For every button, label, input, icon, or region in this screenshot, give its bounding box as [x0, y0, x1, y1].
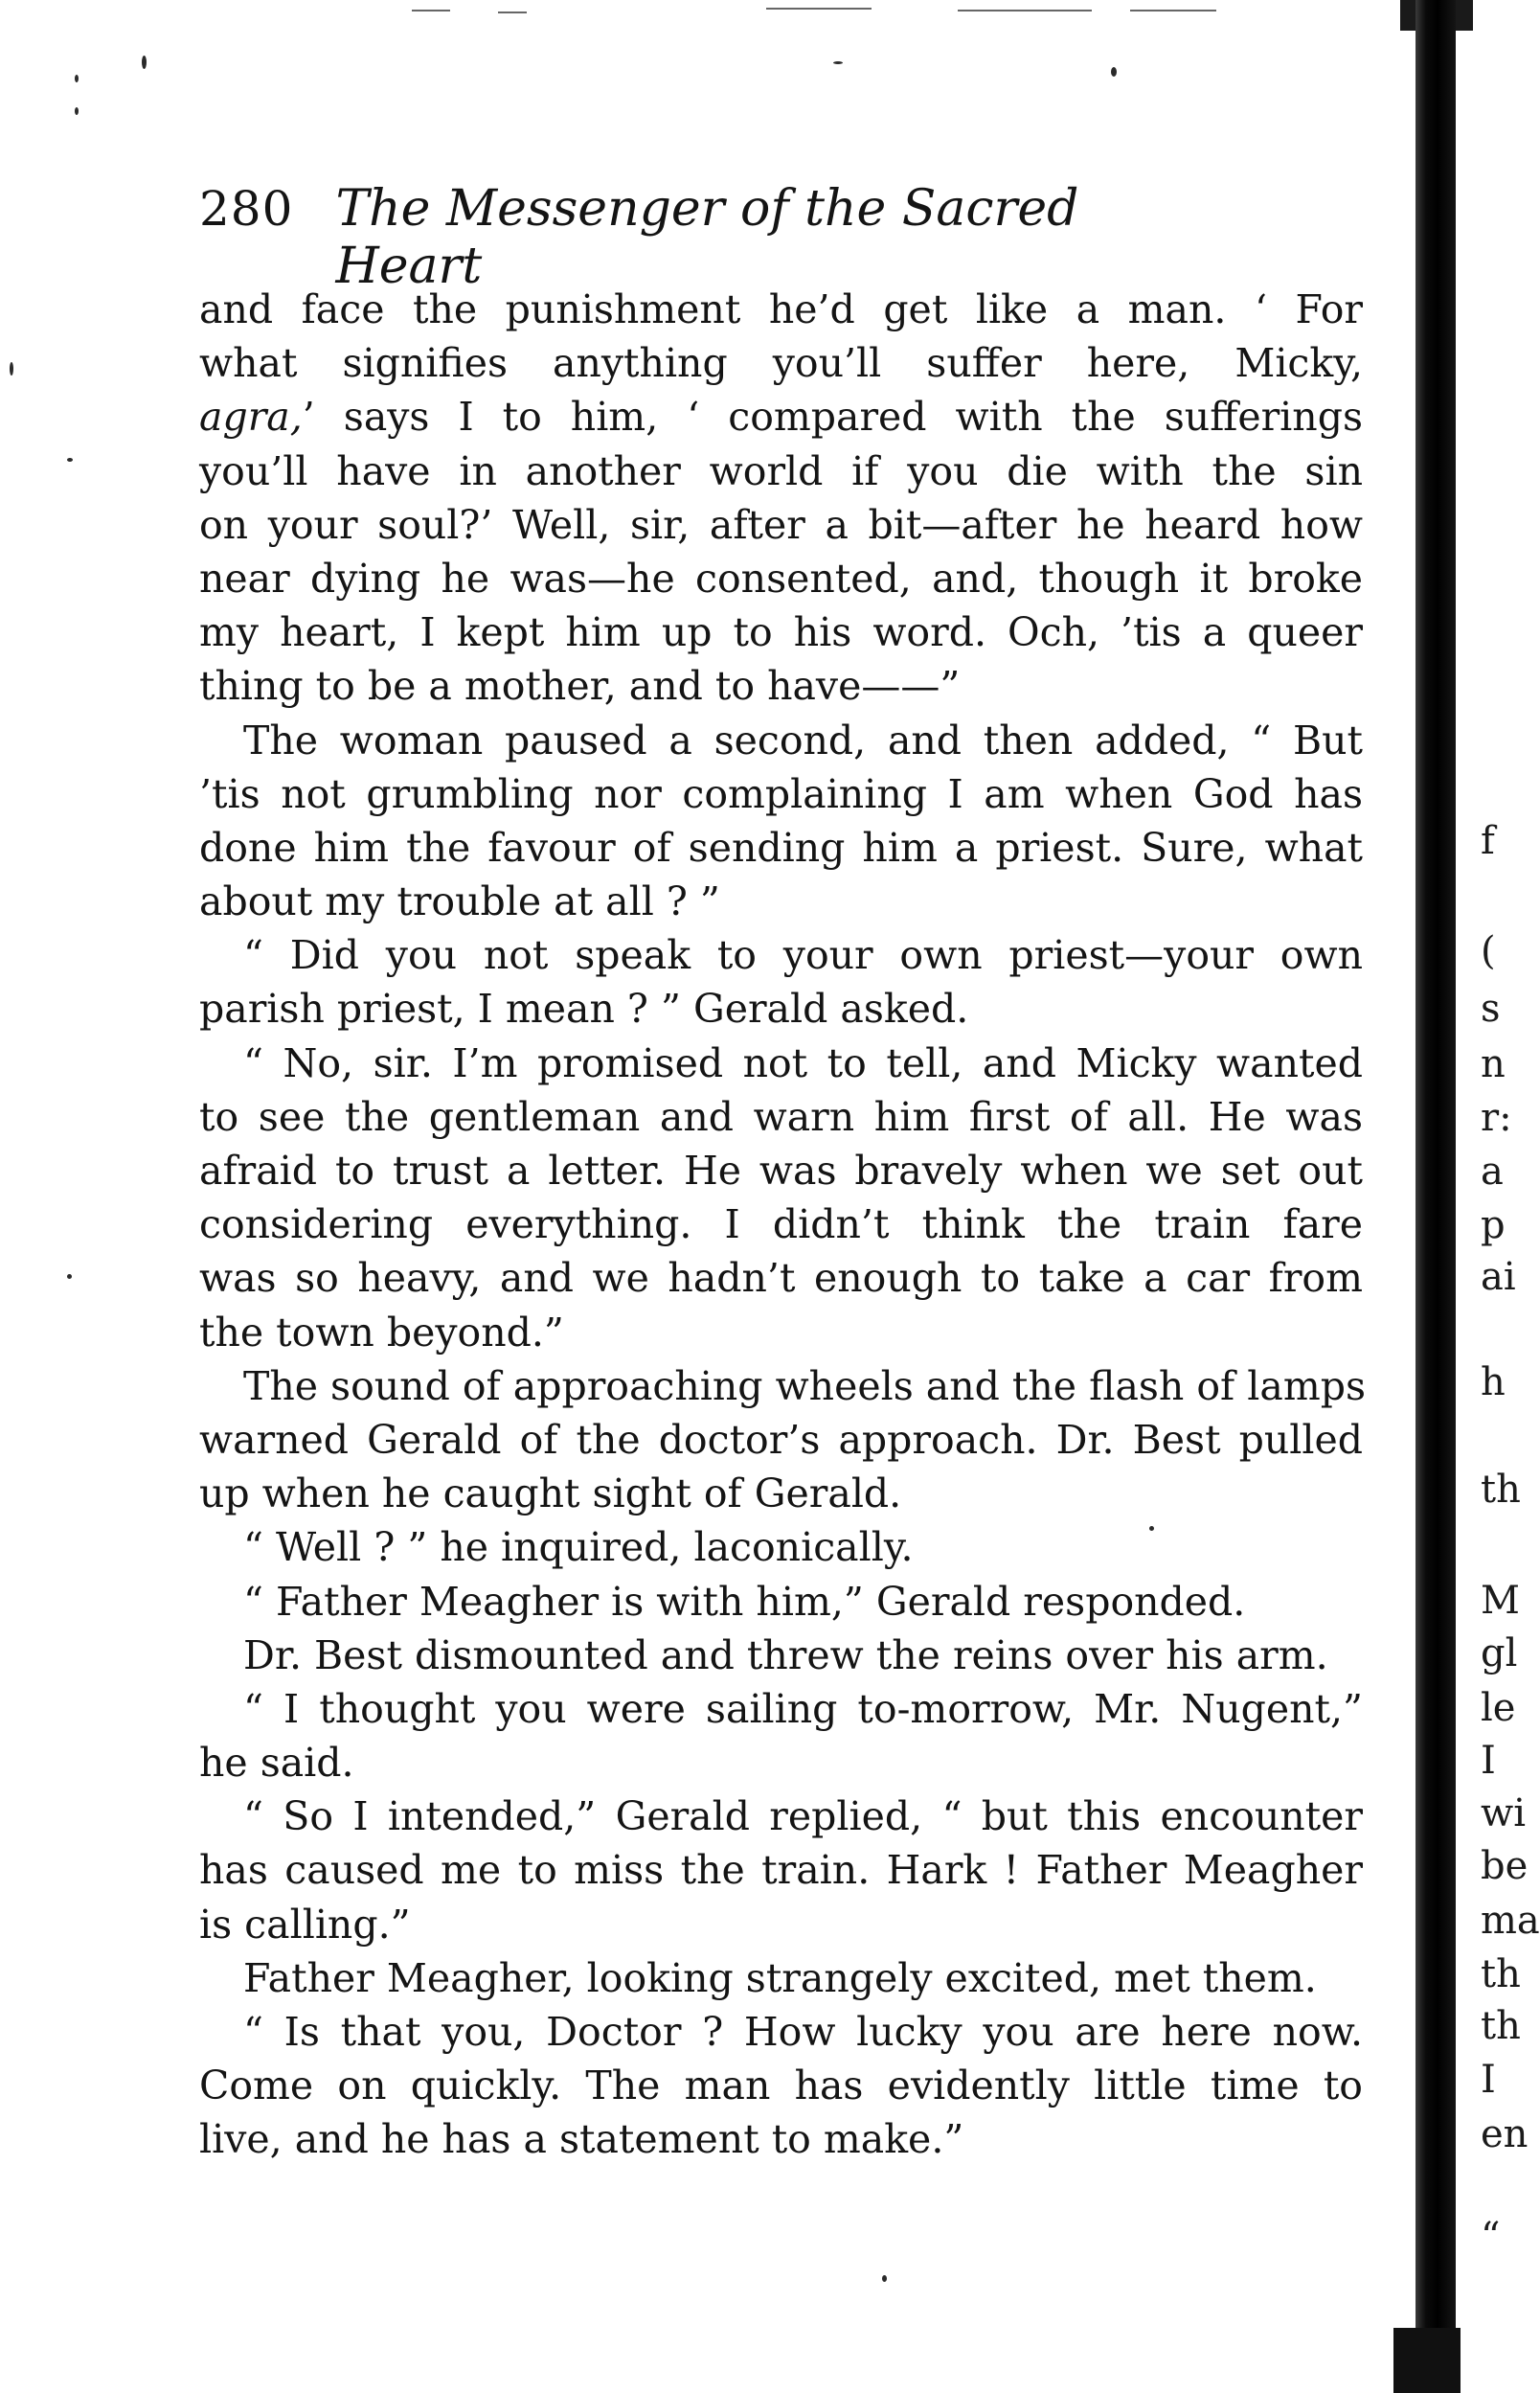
- scan-dash: [498, 11, 527, 13]
- text-line: he said.: [199, 1740, 354, 1787]
- adjacent-fragment: r:: [1481, 1096, 1512, 1140]
- adjacent-fragment: be: [1481, 1844, 1529, 1888]
- text-line: the town beyond.”: [199, 1309, 564, 1356]
- paragraph-start: “ No, sir. I’m promised not to tell, and Micky wanted: [243, 1039, 1363, 1086]
- adjacent-fragment: th: [1481, 1468, 1521, 1512]
- gutter-shadow-bottom: [1393, 2328, 1461, 2393]
- scan-speck: [75, 75, 79, 82]
- adjacent-fragment: M: [1481, 1579, 1520, 1623]
- italic-word: agra,: [199, 394, 303, 441]
- page-number: 280: [199, 181, 294, 237]
- scan-speck: [1111, 67, 1117, 77]
- scan-speck: [833, 61, 843, 64]
- adjacent-fragment: th: [1481, 1952, 1521, 1996]
- text-line: is calling.”: [199, 1901, 411, 1948]
- text-line: thing to be a mother, and to have——”: [199, 663, 961, 710]
- paragraph-start: “ Father Meagher is with him,” Gerald responded.: [243, 1578, 1246, 1625]
- adjacent-fragment: le: [1481, 1686, 1516, 1730]
- paragraph-start: Dr. Best dismounted and threw the reins over his arm.: [243, 1631, 1328, 1678]
- scan-speck: [882, 2275, 887, 2282]
- text-line: my heart, I kept him up to his word. Och, ’tis a queer: [199, 609, 1363, 656]
- adjacent-fragment: a: [1481, 1150, 1504, 1194]
- scan-speck: [75, 107, 79, 115]
- text-line: ’tis not grumbling nor complaining I am when God has: [199, 770, 1363, 817]
- paragraph-start: Father Meagher, looking strangely excited, met them.: [243, 1954, 1317, 2001]
- text-line: done him the favour of sending him a priest. Sure, what: [199, 824, 1363, 871]
- adjacent-fragment: (: [1481, 929, 1496, 973]
- scan-speck: [142, 56, 147, 69]
- running-header: [199, 180, 1176, 295]
- adjacent-fragment: ai: [1481, 1255, 1516, 1299]
- adjacent-fragment: s: [1481, 987, 1501, 1031]
- binding-gutter: [1415, 0, 1456, 2393]
- scan-speck: [10, 362, 13, 376]
- text-line: what signifies anything you’ll suffer here, Micky,: [199, 340, 1363, 387]
- paragraph-start: The sound of approaching wheels and the flash of lamps: [243, 1362, 1366, 1409]
- adjacent-fragment: ma: [1481, 1899, 1540, 1943]
- scan-dash: [412, 10, 450, 11]
- text-line: [199, 390, 1363, 444]
- running-title: The Messenger of the Sacred Heart: [335, 180, 1079, 295]
- paragraph-start: “ So I intended,” Gerald replied, “ but this encounter: [243, 1793, 1363, 1840]
- text-line: you’ll have in another world if you die with the sin: [199, 447, 1363, 494]
- scan-speck: [67, 1274, 72, 1279]
- adjacent-fragment: I: [1481, 2058, 1496, 2102]
- text-line: to see the gentleman and warn him first of all. He was: [199, 1093, 1363, 1140]
- adjacent-fragment: f: [1481, 819, 1495, 863]
- adjacent-fragment: gl: [1481, 1631, 1518, 1675]
- text-line: was so heavy, and we hadn’t enough to take a car from: [199, 1255, 1363, 1302]
- paragraph-start: “ Did you not speak to your own priest—your own: [243, 932, 1363, 979]
- text-line: afraid to trust a letter. He was bravely when we set out: [199, 1148, 1363, 1194]
- body-text: [199, 283, 1366, 2167]
- text-line: considering everything. I didn’t think the train fare: [199, 1201, 1363, 1248]
- paragraph-start: “ I thought you were sailing to-morrow, Mr. Nugent,”: [243, 1685, 1363, 1732]
- scan-dash: [1130, 10, 1216, 11]
- adjacent-fragment: “: [1481, 2215, 1501, 2259]
- scan-speck: [67, 458, 73, 462]
- text-line: live, and he has a statement to make.”: [199, 2116, 964, 2163]
- text-line: about my trouble at all ? ”: [199, 878, 720, 925]
- adjacent-fragment: en: [1481, 2112, 1529, 2156]
- adjacent-fragment: wi: [1481, 1791, 1527, 1835]
- adjacent-page-edge: [1475, 0, 1540, 2393]
- paragraph-start: “ Is that you, Doctor ? How lucky you are here now.: [243, 2009, 1363, 2055]
- text-line: near dying he was—he consented, and, though it broke: [199, 555, 1363, 602]
- paragraph-start: The woman paused a second, and then added, “ But: [243, 717, 1363, 763]
- adjacent-fragment: I: [1481, 1739, 1496, 1783]
- adjacent-fragment: p: [1481, 1203, 1506, 1247]
- text-line: has caused me to miss the train. Hark ! Father Meagher: [199, 1847, 1363, 1894]
- adjacent-fragment: h: [1481, 1360, 1506, 1404]
- text-line: warned Gerald of the doctor’s approach. Dr. Best pulled: [199, 1416, 1363, 1463]
- text-line: on your soul?’ Well, sir, after a bit—after he heard how: [199, 501, 1363, 548]
- text-line: up when he caught sight of Gerald.: [199, 1470, 902, 1517]
- text-line: Come on quickly. The man has evidently little time to: [199, 2063, 1363, 2109]
- scan-dash: [766, 8, 872, 10]
- scan-dash: [958, 10, 1092, 11]
- adjacent-fragment: th: [1481, 2004, 1521, 2048]
- text-line-rest: ’ says I to him, ‘ compared with the sufferings: [302, 394, 1363, 441]
- adjacent-fragment: n: [1481, 1042, 1506, 1086]
- text-line: parish priest, I mean ? ” Gerald asked.: [199, 986, 969, 1033]
- text-line: and face the punishment he’d get like a man. ‘ For: [199, 286, 1363, 332]
- paragraph-start: “ Well ? ” he inquired, laconically.: [243, 1524, 914, 1571]
